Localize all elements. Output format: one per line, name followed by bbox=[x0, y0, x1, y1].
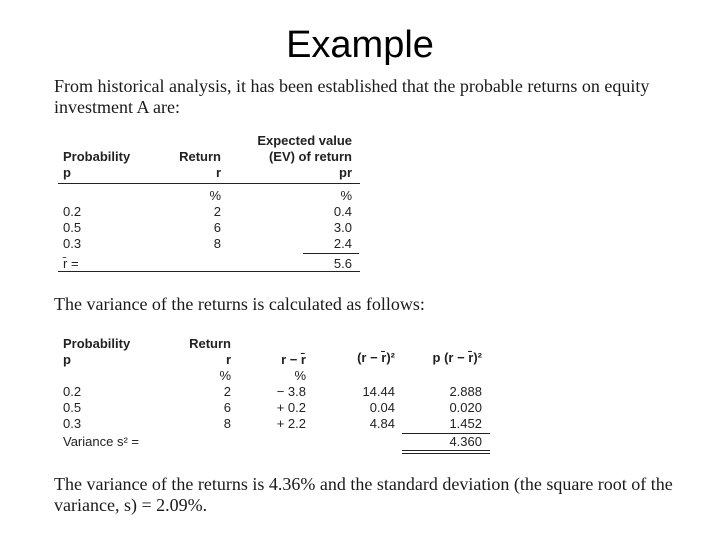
t2-header-weighted-deviation-squared: p (r − r̄)² bbox=[432, 350, 482, 365]
t2-header-probability: Probability bbox=[63, 336, 131, 351]
t2-row-deviation: + 2.2 bbox=[276, 416, 306, 431]
t2-double-rule-top bbox=[402, 450, 490, 451]
t1-total-label: r̄ = bbox=[63, 256, 79, 271]
t2-row-weighted: 2.888 bbox=[449, 384, 482, 399]
variance-intro-paragraph: The variance of the returns is calculated as follows: bbox=[54, 294, 425, 314]
t2-unit-r: % bbox=[219, 368, 231, 383]
t1-row-p: 0.2 bbox=[63, 204, 82, 219]
t2-total-label: Variance s² = bbox=[63, 434, 139, 449]
t1-header-r: r bbox=[215, 165, 221, 180]
t2-row-r: 6 bbox=[223, 400, 231, 415]
t1-row-p: 0.5 bbox=[63, 220, 82, 235]
t2-row-p: 0.5 bbox=[63, 400, 82, 415]
t2-row-r: 2 bbox=[223, 384, 231, 399]
t2-total-value: 4.360 bbox=[449, 434, 482, 449]
t2-row-deviation-squared: 0.04 bbox=[369, 400, 395, 415]
t2-unit-deviation: % bbox=[294, 368, 306, 383]
t2-row-deviation-squared: 4.84 bbox=[369, 416, 395, 431]
t1-header-ev-line2: (EV) of return bbox=[268, 149, 352, 164]
t1-header-return: Return bbox=[179, 149, 221, 164]
t1-row-pr: 3.0 bbox=[333, 220, 352, 235]
intro-paragraph: From historical analysis, it has been established that the probable returns on equity investment A are: bbox=[54, 76, 650, 117]
slide-title: Example bbox=[286, 24, 434, 66]
t1-unit-r: % bbox=[209, 188, 221, 203]
t2-header-deviation: r − r̄ bbox=[281, 352, 306, 367]
t2-double-rule-bottom bbox=[402, 453, 490, 454]
t2-header-return: Return bbox=[189, 336, 231, 351]
t2-row-weighted: 1.452 bbox=[449, 416, 482, 431]
t1-header-pr: pr bbox=[339, 165, 352, 180]
t2-row-deviation: − 3.8 bbox=[276, 384, 306, 399]
t1-row-pr: 2.4 bbox=[333, 236, 352, 251]
t2-row-p: 0.3 bbox=[63, 416, 82, 431]
t2-header-r: r bbox=[225, 352, 231, 367]
t1-bottom-rule bbox=[58, 271, 360, 272]
t2-header-deviation-squared: (r − r̄)² bbox=[357, 350, 395, 365]
t1-row-pr: 0.4 bbox=[333, 204, 352, 219]
t1-row-r: 2 bbox=[213, 204, 221, 219]
t1-header-rule bbox=[58, 183, 360, 184]
t1-row-r: 6 bbox=[213, 220, 221, 235]
t1-unit-pr: % bbox=[340, 188, 352, 203]
t1-row-p: 0.3 bbox=[63, 236, 82, 251]
t1-total-value: 5.6 bbox=[333, 256, 352, 271]
t1-header-ev-line1: Expected value bbox=[257, 133, 352, 148]
t1-header-p: p bbox=[63, 165, 71, 180]
t2-row-r: 8 bbox=[223, 416, 231, 431]
t2-header-p: p bbox=[63, 352, 71, 367]
t2-row-deviation-squared: 14.44 bbox=[362, 384, 395, 399]
t2-row-p: 0.2 bbox=[63, 384, 82, 399]
t2-row-deviation: + 0.2 bbox=[276, 400, 306, 415]
t2-row-weighted: 0.020 bbox=[449, 400, 482, 415]
t1-header-probability: Probability bbox=[63, 149, 131, 164]
t1-row-r: 8 bbox=[213, 236, 221, 251]
t1-total-rule bbox=[303, 253, 359, 254]
conclusion-paragraph: The variance of the returns is 4.36% and the standard deviation (the square root of the variance, s) = 2.09%. bbox=[54, 474, 673, 515]
